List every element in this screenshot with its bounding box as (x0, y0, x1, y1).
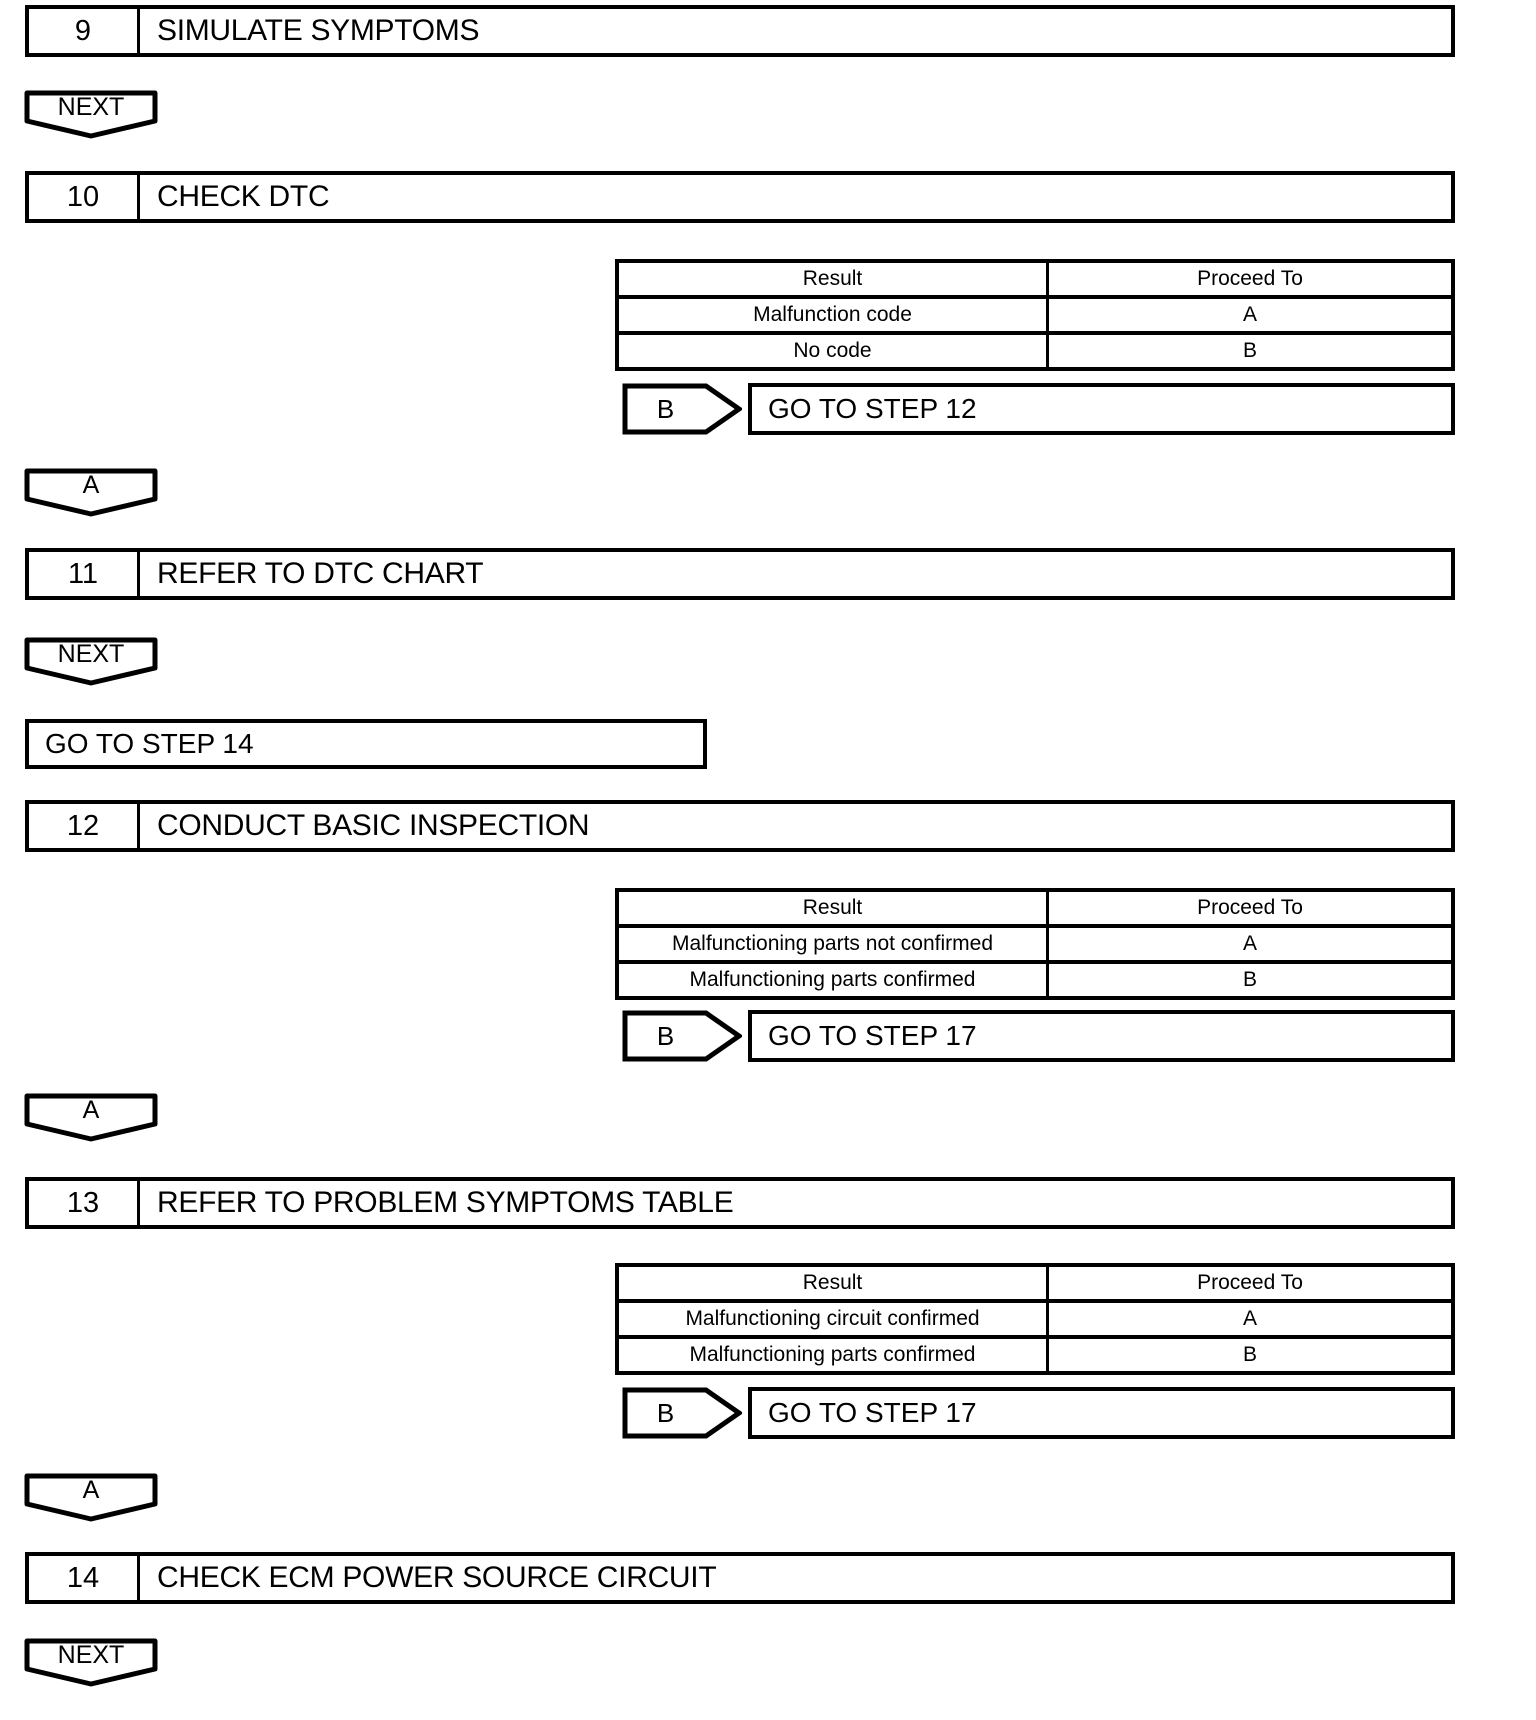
step-header-13 (25, 1177, 1455, 1229)
branch-row-b-2 (0, 1010, 1536, 1062)
step-header-10 (25, 171, 1455, 223)
table-cell-result: Malfunctioning parts not confirmed (619, 924, 1049, 960)
table-cell-proceed: B (1049, 331, 1451, 367)
goto-step-17-box: GO TO STEP 17 (748, 1010, 1455, 1062)
branch-b-connector (622, 1010, 742, 1062)
step-number: 11 (29, 552, 140, 596)
connector-label: A (82, 471, 100, 499)
step-number: 13 (29, 1181, 140, 1225)
branch-label: B (656, 1397, 675, 1428)
step-header-9 (25, 5, 1455, 57)
result-table-3 (615, 1263, 1455, 1375)
table-cell-result: Malfunctioning parts confirmed (619, 1335, 1049, 1371)
next-connector (24, 90, 158, 140)
step-number: 14 (29, 1556, 140, 1600)
step-title: REFER TO DTC CHART (157, 557, 484, 590)
step-number: 9 (29, 9, 140, 53)
next-connector (24, 637, 158, 687)
result-table-1 (615, 259, 1455, 371)
table-header-result: Result (619, 1267, 1049, 1299)
next-connector (24, 1638, 158, 1688)
branch-b-connector (622, 383, 742, 435)
step-number: 12 (29, 804, 140, 848)
step-number: 10 (29, 175, 140, 219)
connector-label: NEXT (57, 1641, 125, 1669)
table-cell-result: No code (619, 331, 1049, 367)
step-header-12 (25, 800, 1455, 852)
table-header-result: Result (619, 892, 1049, 924)
branch-label: B (656, 393, 675, 424)
table-header-proceed-to: Proceed To (1197, 896, 1303, 919)
a-connector (24, 468, 158, 518)
goto-step-17-box: GO TO STEP 17 (748, 1387, 1455, 1439)
step-title: CONDUCT BASIC INSPECTION (157, 809, 590, 842)
table-cell-result: Malfunctioning parts confirmed (619, 960, 1049, 996)
connector-label: NEXT (57, 93, 125, 121)
table-cell-result: Malfunctioning circuit confirmed (619, 1299, 1049, 1335)
table-header-result: Result (619, 263, 1049, 295)
result-table-2 (615, 888, 1455, 1000)
connector-label: A (82, 1476, 100, 1504)
table-header-proceed-to: Proceed To (1197, 1271, 1303, 1294)
table-cell-proceed: A (1049, 924, 1451, 960)
step-title: SIMULATE SYMPTOMS (157, 14, 480, 47)
step-title: REFER TO PROBLEM SYMPTOMS TABLE (157, 1186, 734, 1219)
goto-step-14-box: GO TO STEP 14 (25, 719, 707, 769)
branch-row-b-3 (0, 1387, 1536, 1439)
a-connector (24, 1093, 158, 1143)
a-connector (24, 1473, 158, 1523)
table-header-proceed-to: Proceed To (1197, 267, 1303, 290)
step-title: CHECK DTC (157, 180, 330, 213)
goto-step-12-box: GO TO STEP 12 (748, 383, 1455, 435)
table-cell-proceed: A (1049, 1299, 1451, 1335)
table-cell-result: Malfunction code (619, 295, 1049, 331)
connector-label: NEXT (57, 640, 125, 668)
table-cell-proceed: B (1049, 960, 1451, 996)
branch-row-b-1 (0, 383, 1536, 435)
step-header-11 (25, 548, 1455, 600)
branch-label: B (656, 1020, 675, 1051)
table-cell-proceed: B (1049, 1335, 1451, 1371)
branch-b-connector (622, 1387, 742, 1439)
step-title: CHECK ECM POWER SOURCE CIRCUIT (157, 1561, 717, 1594)
connector-label: A (82, 1096, 100, 1124)
table-cell-proceed: A (1049, 295, 1451, 331)
step-header-14 (25, 1552, 1455, 1604)
